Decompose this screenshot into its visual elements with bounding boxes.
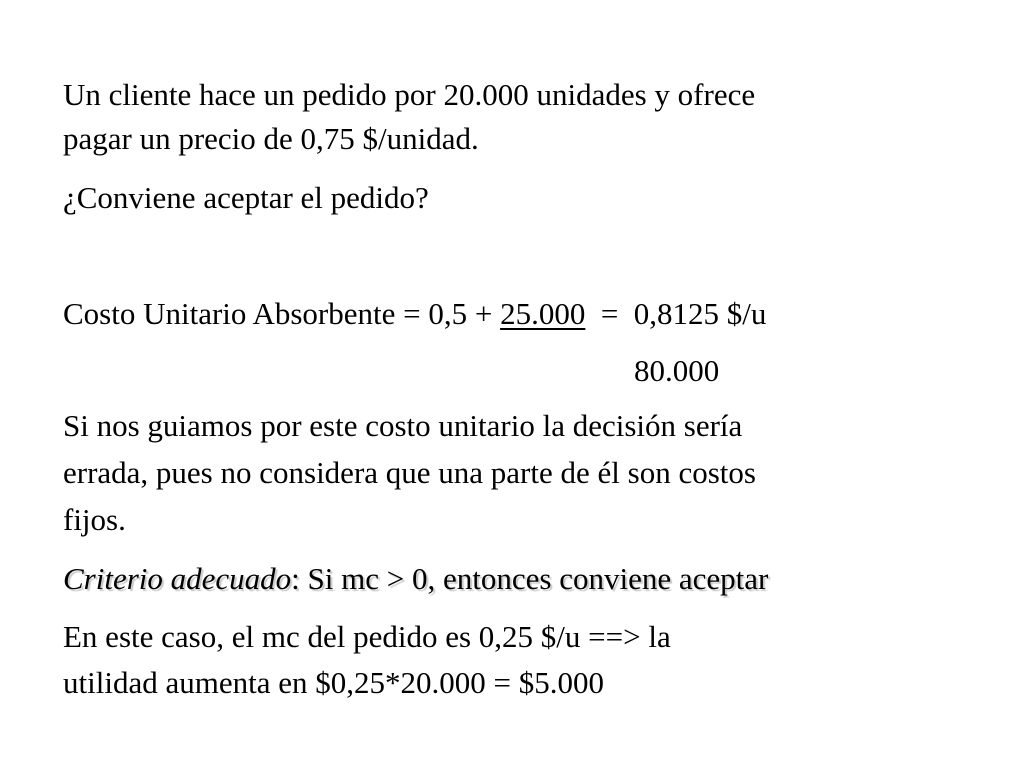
explanation-line-1: Si nos guiamos por este costo unitario la decisión sería	[63, 408, 743, 443]
formula-rhs: = 0,8125 $/u	[585, 296, 767, 331]
formula-line	[63, 296, 766, 332]
question-text: ¿Conviene aceptar el pedido?	[63, 180, 429, 215]
formula-lhs: Costo Unitario Absorbente = 0,5 +	[63, 296, 501, 331]
conclusion-line-1: En este caso, el mc del pedido es 0,25 $/u ==> la	[63, 619, 671, 654]
criterion-colon: :	[291, 561, 308, 596]
formula-numerator: 25.000	[500, 296, 586, 331]
intro-line-1: Un cliente hace un pedido por 20.000 unidades y ofrece	[63, 77, 756, 112]
explanation-line-2: errada, pues no considera que una parte de él son costos	[63, 455, 756, 490]
criterion-text: Si mc > 0, entonces conviene aceptar	[307, 561, 769, 596]
criterion-line	[63, 561, 768, 597]
explanation-line-3: fijos.	[63, 502, 126, 537]
criterion-label: Criterio adecuado	[63, 561, 292, 596]
conclusion-line-2: utilidad aumenta en $0,25*20.000 = $5.000	[63, 665, 604, 700]
intro-line-2: pagar un precio de 0,75 $/unidad.	[63, 121, 479, 156]
formula-denominator: 80.000	[634, 353, 720, 388]
